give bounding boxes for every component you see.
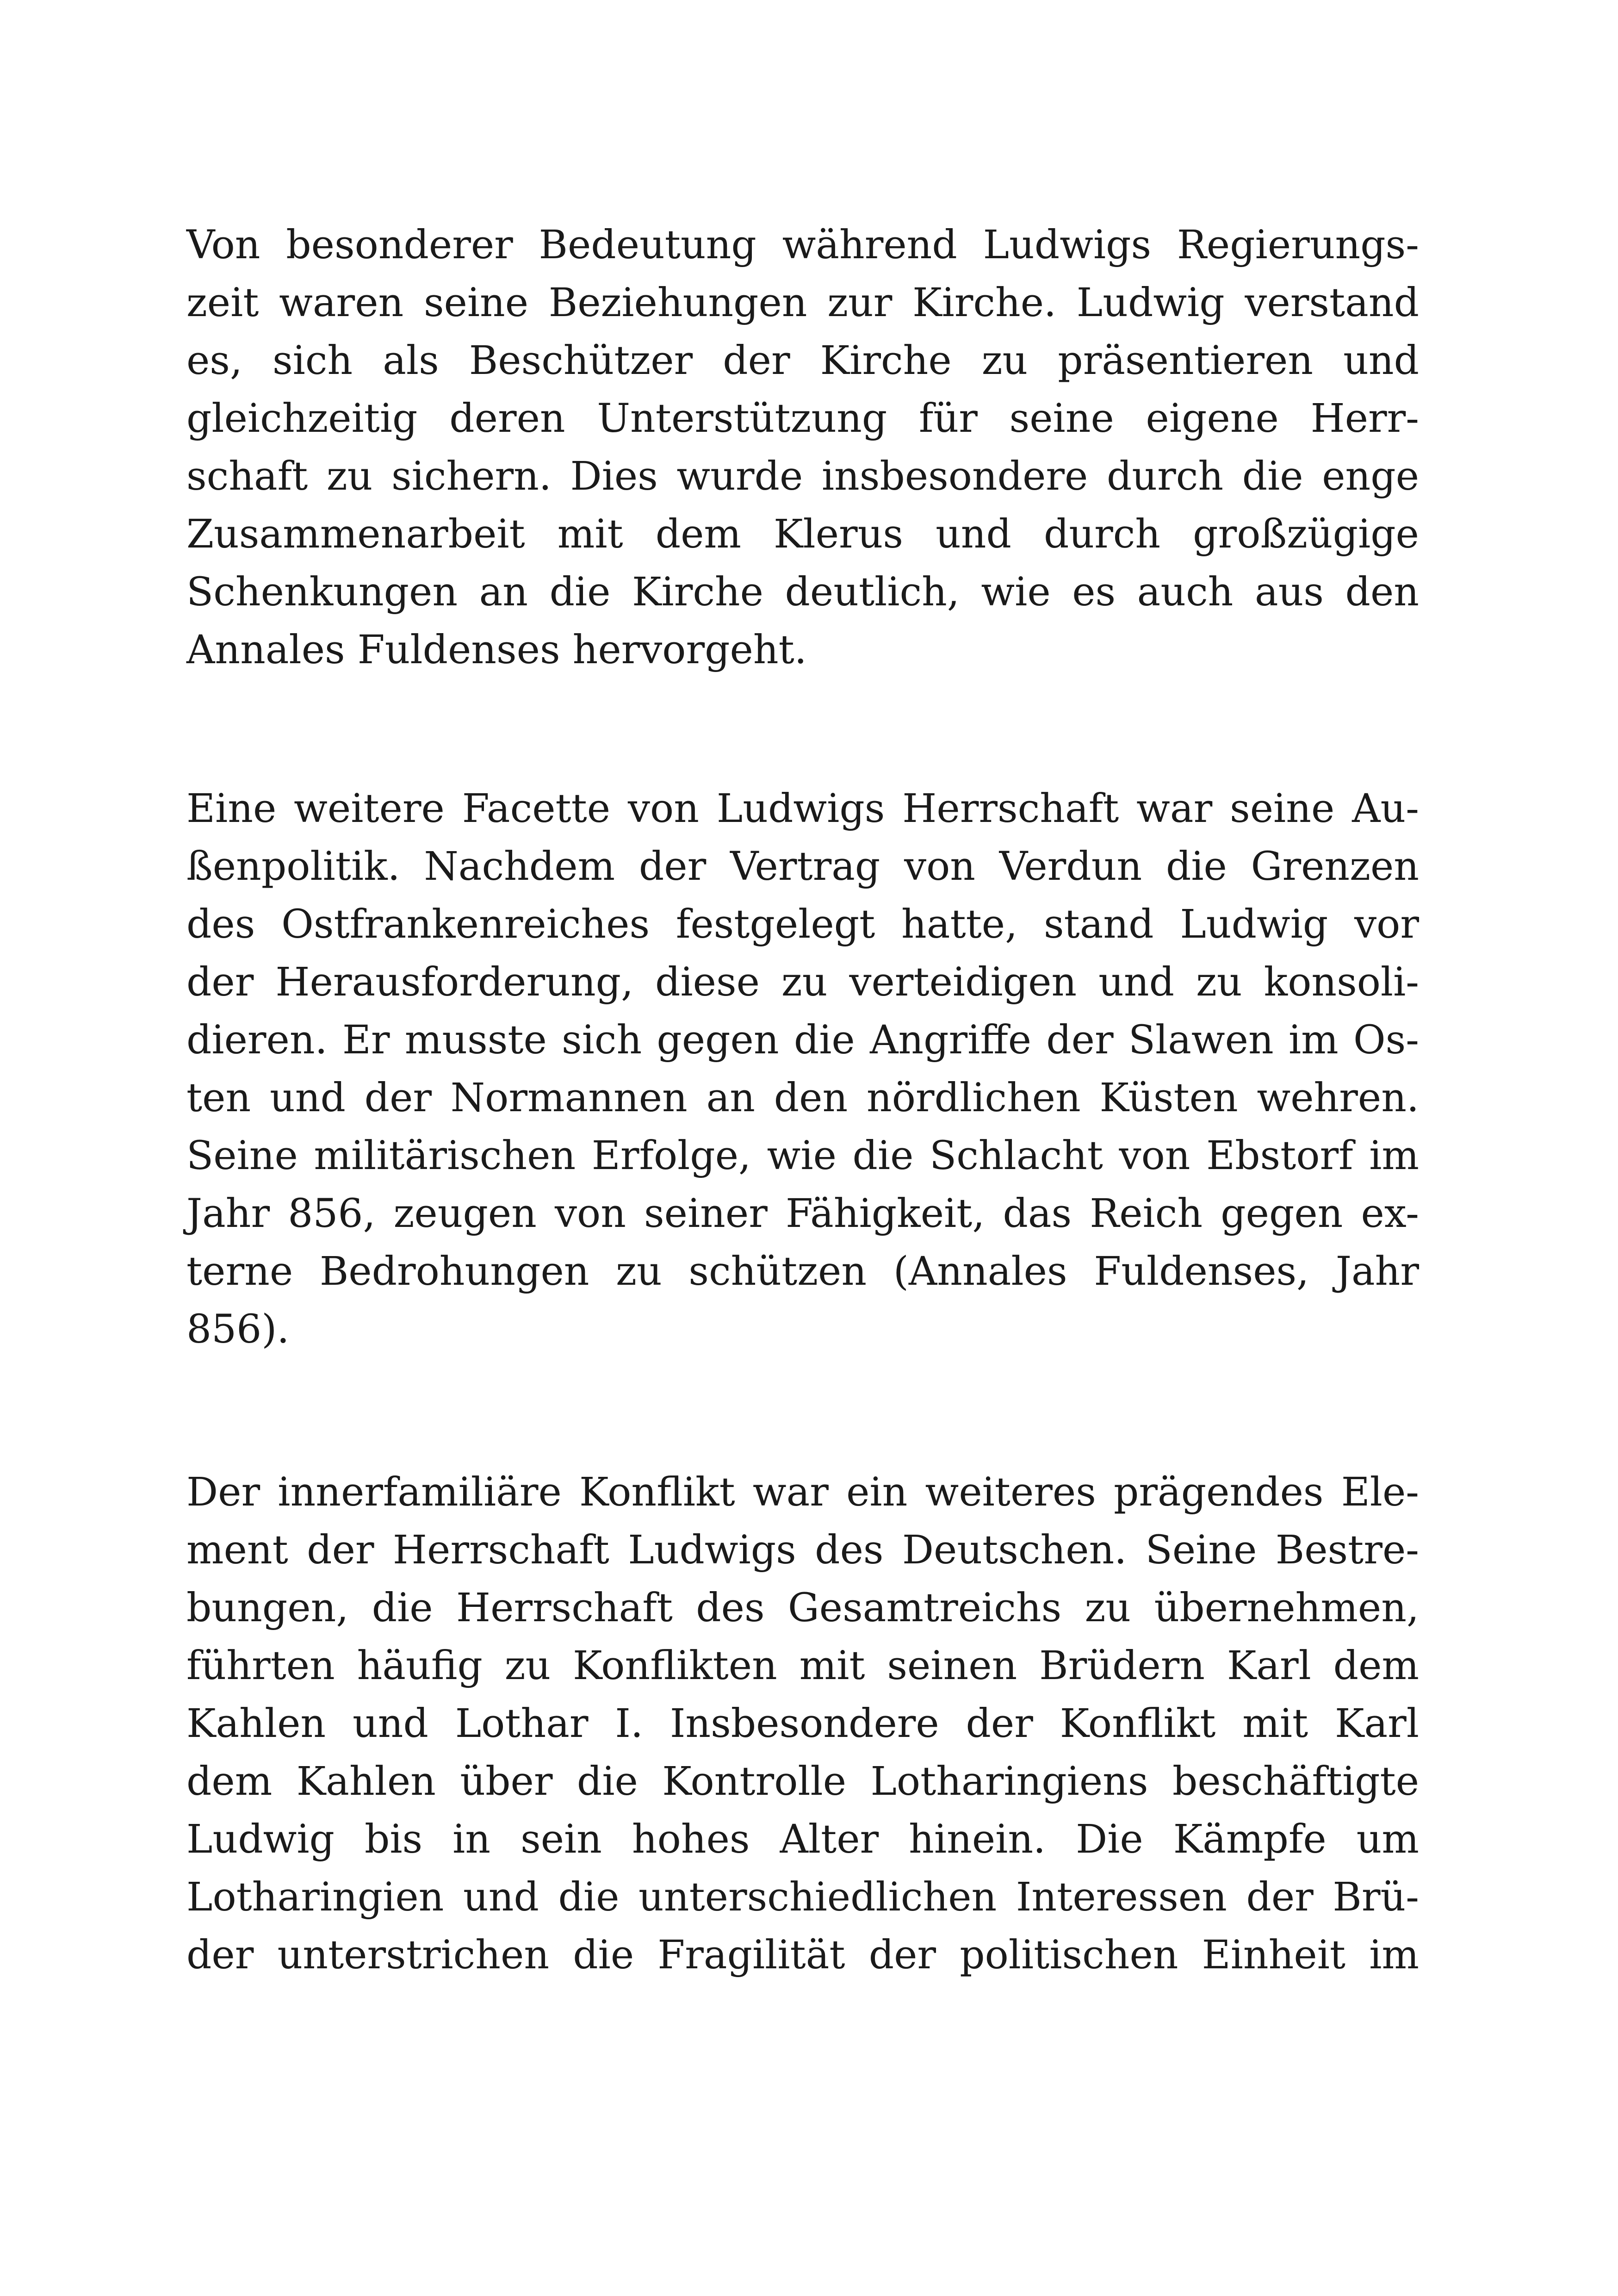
text-line: Ludwig bis in sein hohes Alter hinein. Die Kämpfe um: [186, 1817, 1419, 1862]
text-line: es, sich als Beschützer der Kirche zu präsentieren und: [186, 338, 1419, 384]
text-line: Lotharingien und die unterschiedlichen Interessen der Brü-: [186, 1874, 1419, 1920]
text-line: Annales Fuldenses hervorgeht.: [186, 627, 807, 673]
text-line: gleichzeitig deren Unterstützung für seine eigene Herr-: [186, 396, 1419, 442]
text-line: schaft zu sichern. Dies wurde insbesondere durch die enge: [186, 454, 1419, 499]
text-line: Seine militärischen Erfolge, wie die Schlacht von Ebstorf im: [186, 1133, 1419, 1179]
text-line: 856).: [186, 1307, 290, 1352]
text-line: Von besonderer Bedeutung während Ludwigs Regierungs-: [186, 222, 1419, 268]
text-line: der unterstrichen die Fragilität der politischen Einheit im: [186, 1932, 1419, 1978]
text-line: ment der Herrschaft Ludwigs des Deutschen. Seine Bestre-: [186, 1527, 1419, 1573]
text-line: Der innerfamiliäre Konflikt war ein weiteres prägendes Ele-: [186, 1469, 1419, 1515]
text-line: Schenkungen an die Kirche deutlich, wie es auch aus den: [186, 569, 1419, 615]
text-line: Zusammenarbeit mit dem Klerus und durch großzügige: [186, 511, 1419, 557]
text-line: bungen, die Herrschaft des Gesamtreichs zu übernehmen,: [186, 1585, 1419, 1631]
text-line: Eine weitere Facette von Ludwigs Herrschaft war seine Au-: [186, 786, 1419, 832]
text-line: der Herausforderung, diese zu verteidigen und zu konsoli-: [186, 959, 1419, 1005]
text-line: ten und der Normannen an den nördlichen Küsten wehren.: [186, 1075, 1419, 1121]
paragraph-church-relations: [186, 216, 1419, 679]
text-line: zeit waren seine Beziehungen zur Kirche. Ludwig verstand: [186, 280, 1419, 326]
paragraph-family-conflict: [186, 1463, 1419, 1984]
text-line: des Ostfrankenreiches festgelegt hatte, stand Ludwig vor: [186, 902, 1419, 947]
text-line: Jahr 856, zeugen von seiner Fähigkeit, das Reich gegen ex-: [186, 1191, 1419, 1237]
text-line: dem Kahlen über die Kontrolle Lotharingiens beschäftigte: [186, 1759, 1419, 1804]
paragraph-foreign-policy: [186, 780, 1419, 1358]
text-line: Kahlen und Lothar I. Insbesondere der Konflikt mit Karl: [186, 1701, 1419, 1747]
text-line: dieren. Er musste sich gegen die Angriffe der Slawen im Os-: [186, 1017, 1419, 1063]
text-line: terne Bedrohungen zu schützen (Annales Fuldenses, Jahr: [186, 1249, 1419, 1294]
text-line: führten häufig zu Konflikten mit seinen Brüdern Karl dem: [186, 1643, 1419, 1689]
text-line: ßenpolitik. Nachdem der Vertrag von Verdun die Grenzen: [186, 844, 1419, 890]
